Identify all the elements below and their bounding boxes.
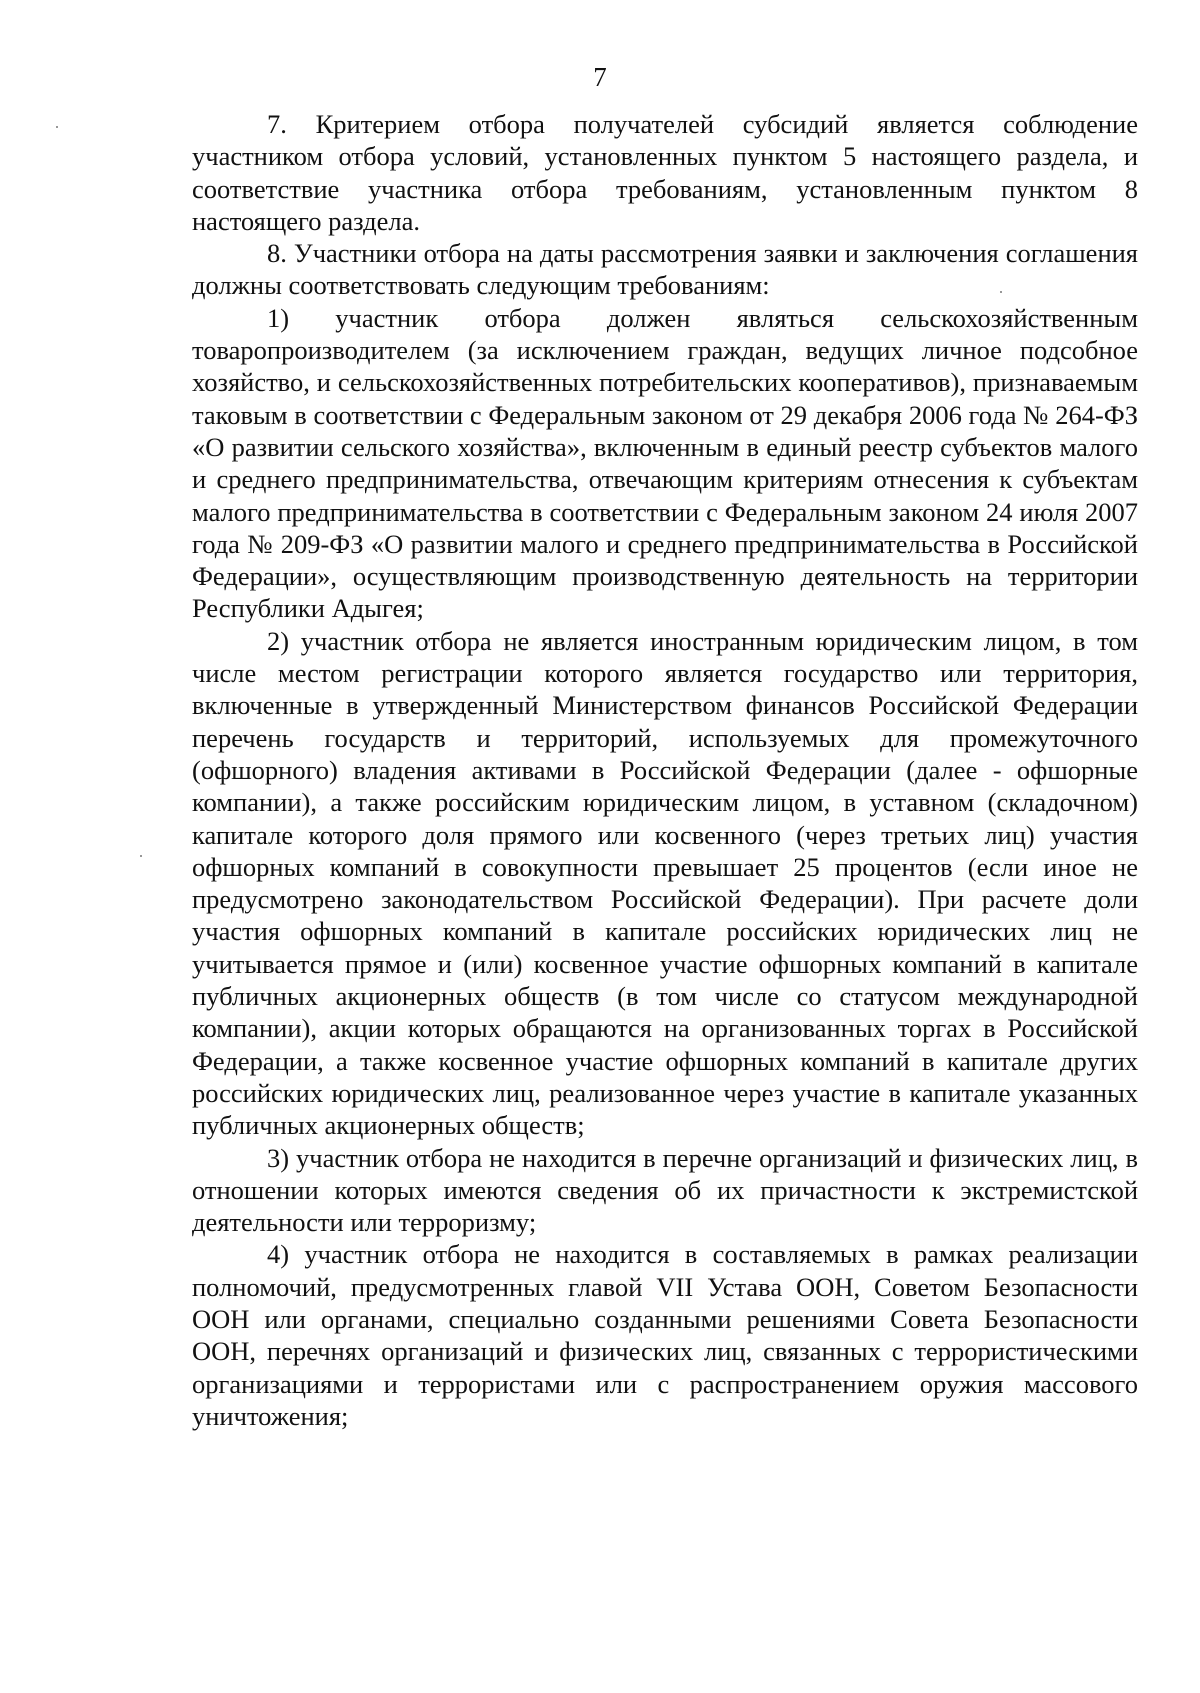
- scan-speck: [1000, 291, 1002, 293]
- requirement-1: 1) участник отбора должен являться сельскохозяйственным товаропроизводителем (за исключением граждан, ведущих личное подсобное хозяйство, и сельскохозяйственных потребительских кооперативов), признаваемым таковым в соответствии с Федеральным законом от 29 декабря 2006 года № 264-ФЗ «О развитии сельского хозяйства», включенным в единый реестр субъектов малого и среднего предпринимательства, отвечающим критериям отнесения к субъектам малого предпринимательства в соответствии с Федеральным законом 24 июля 2007 года № 209-ФЗ «О развитии малого и среднего предпринимательства в Российской Федерации», осуществляющим производственную деятельность на территории Республики Адыгея;: [192, 302, 1138, 624]
- requirement-2: 2) участник отбора не является иностранным юридическим лицом, в том числе местом регистрации которого является государство или территория, включенные в утвержденный Министерством финансов Российской Федерации перечень государств и территорий, используемых для промежуточного (офшорного) владения активами в Российской Федерации (далее - офшорные компании), а также российским юридическим лицом, в уставном (складочном) капитале которого доля прямого или косвенного (через третьих лиц) участия офшорных компаний в совокупности превышает 25 процентов (если иное не предусмотрено законодательством Российской Федерации). При расчете доли участия офшорных компаний в капитале российских юридических лиц не учитывается прямое и (или) косвенное участие офшорных компаний в капитале публичных акционерных обществ (в том числе со статусом международной компании), акции которых обращаются на организованных торгах в Российской Федерации, а также косвенное участие офшорных компаний в капитале других российских юридических лиц, реализованное через участие в капитале указанных публичных акционерных обществ;: [192, 625, 1138, 1141]
- paragraph-7-criterion: 7. Критерием отбора получателей субсидий является соблюдение участником отбора условий, установленных пунктом 5 настоящего раздела, и соответствие участника отбора требованиям, установленным пунктом 8 настоящего раздела.: [192, 109, 1138, 236]
- requirement-3: 3) участник отбора не находится в перечне организаций и физических лиц, в отношении которых имеются сведения об их причастности к экстремистской деятельности или терроризму;: [192, 1142, 1138, 1238]
- requirement-4: 4) участник отбора не находится в составляемых в рамках реализации полномочий, предусмотренных главой VII Устава ООН, Советом Безопасности ООН или органами, специально созданными решениями Совета Безопасности ООН, перечнях организаций и физических лиц, связанных с террористическими организациями и террористами или с распространением оружия массового уничтожения;: [192, 1239, 1138, 1431]
- paragraph-8-requirements: 8. Участники отбора на даты рассмотрения заявки и заключения соглашения должны соответствовать следующим требованиям:: [192, 238, 1138, 301]
- page-number: 7: [593, 62, 607, 92]
- scan-speck: [56, 126, 58, 128]
- document-body: [192, 108, 1138, 1432]
- scan-speck: [140, 855, 142, 857]
